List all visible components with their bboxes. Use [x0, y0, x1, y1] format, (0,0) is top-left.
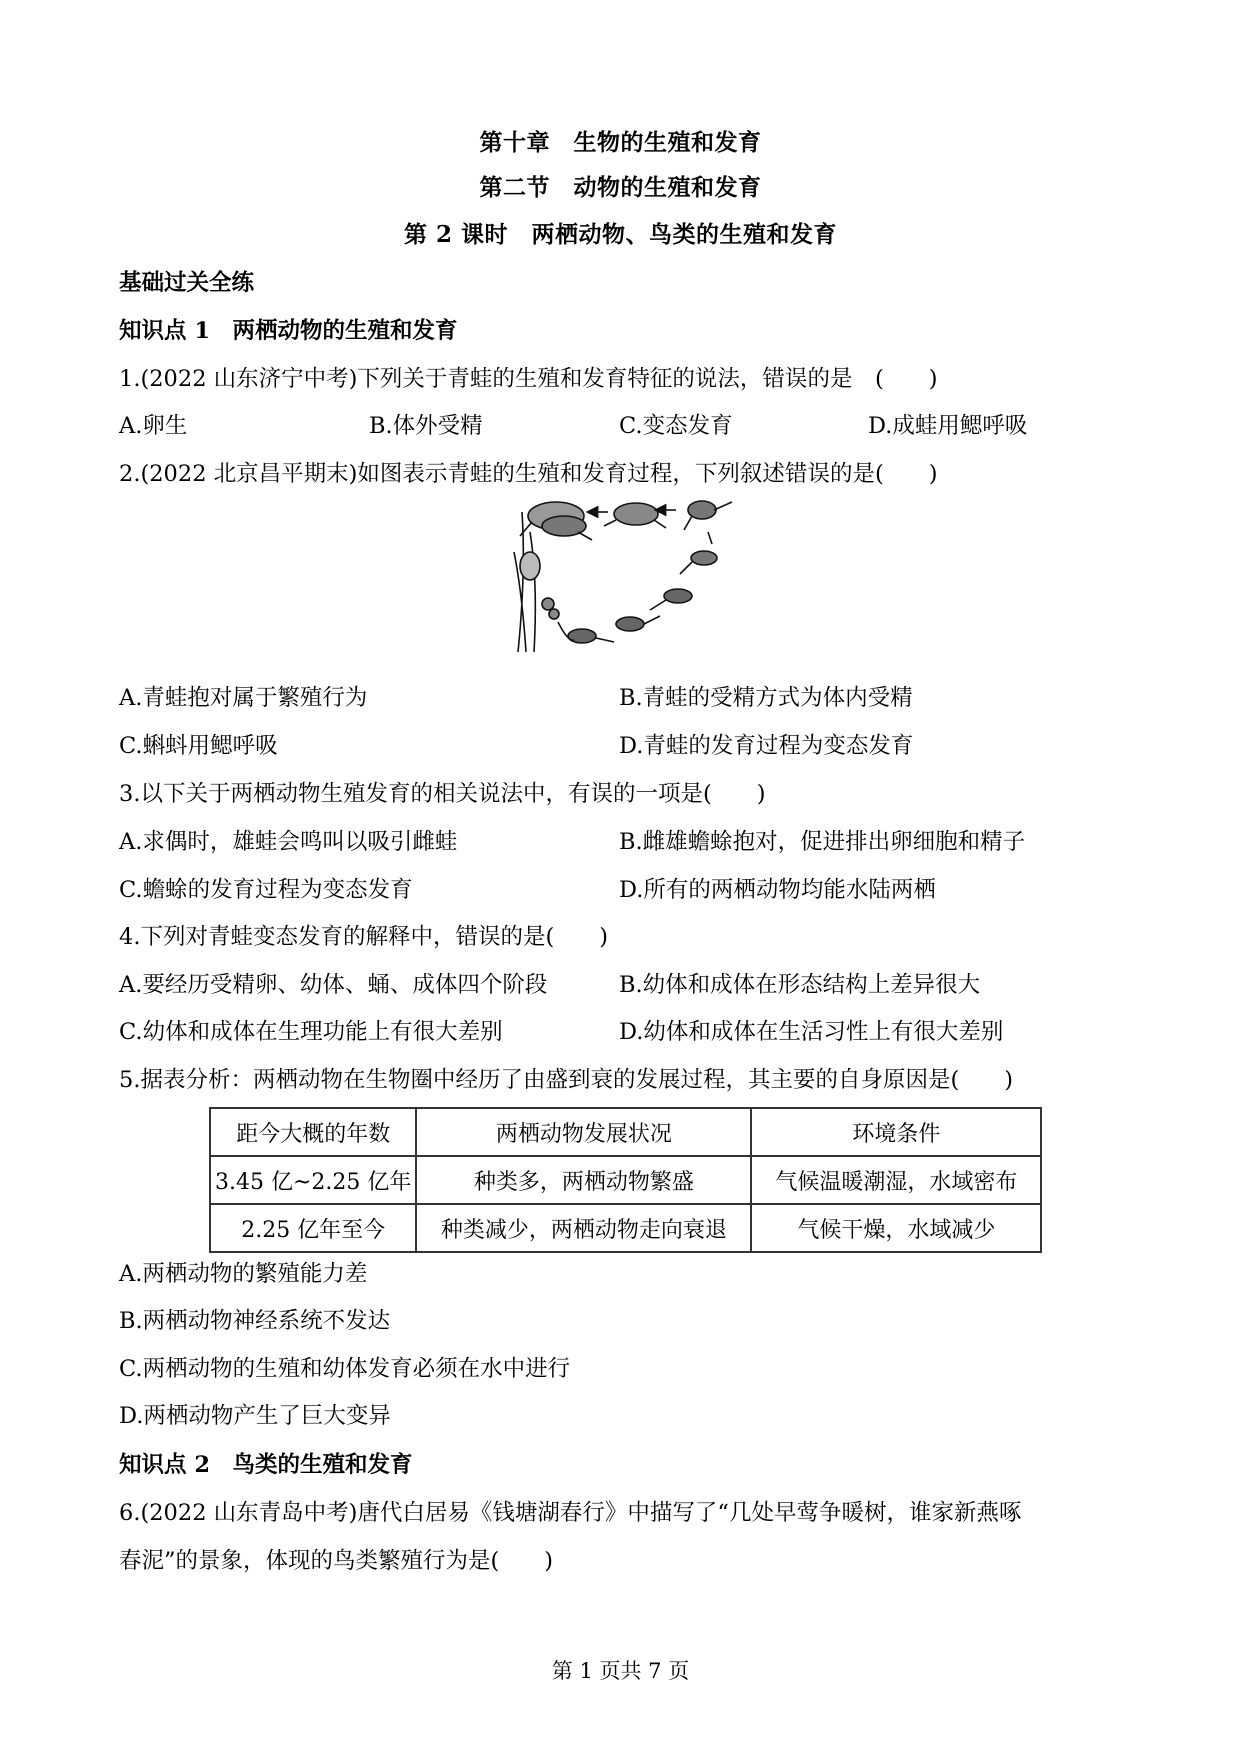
q4-option-a: A.要经历受精卵、幼体、蛹、成体四个阶段 [119, 972, 548, 998]
lesson-title: 第 2 课时 两栖动物、鸟类的生殖和发育 [403, 221, 838, 248]
q6-stem-line2: 春泥”的景象，体现的鸟类繁殖行为是( ) [119, 1548, 554, 1574]
q2-stem: 2.(2022 北京昌平期末)如图表示青蛙的生殖和发育过程，下列叙述错误的是( ) [119, 461, 938, 487]
q2-option-d: D.青蛙的发育过程为变态发育 [619, 733, 914, 759]
q1-option-d: D.成蛙用鳃呼吸 [868, 413, 1028, 439]
knowledge-point-1: 知识点 1 两栖动物的生殖和发育 [119, 318, 458, 344]
q3-stem: 3.以下关于两栖动物生殖发育的相关说法中，有误的一项是( ) [119, 781, 766, 807]
q5-option-a: A.两栖动物的繁殖能力差 [119, 1261, 368, 1287]
table-header-row [210, 1108, 1041, 1156]
amphibian-history-table [209, 1107, 1042, 1253]
q2-option-c: C.蝌蚪用鳃呼吸 [119, 733, 278, 759]
practice-heading: 基础过关全练 [119, 270, 255, 296]
adult-frog-icon [604, 503, 666, 528]
table-cell: 3.45 亿~2.25 亿年 [210, 1156, 416, 1204]
q5-option-d: D.两栖动物产生了巨大变异 [119, 1403, 391, 1429]
q4-stem: 4.下列对青蛙变态发育的解释中，错误的是( ) [119, 924, 609, 950]
q5-stem: 5.据表分析：两栖动物在生物圈中经历了由盛到衰的发展过程，其主要的自身原因是( ) [119, 1067, 1014, 1093]
tadpole-icon [568, 589, 692, 643]
q4-option-d: D.幼体和成体在生活习性上有很大差别 [619, 1019, 1004, 1045]
section-title: 第二节 动物的生殖和发育 [479, 174, 762, 201]
q4-option-c: C.幼体和成体在生理功能上有很大差别 [119, 1019, 503, 1045]
q3-option-d: D.所有的两栖动物均能水陆两栖 [619, 877, 936, 903]
q4-option-b: B.幼体和成体在形态结构上差异很大 [619, 972, 981, 998]
q2-option-b: B.青蛙的受精方式为体内受精 [619, 685, 913, 711]
q3-option-a: A.求偶时，雄蛙会鸣叫以吸引雌蛙 [119, 829, 458, 855]
q6-stem-line1: 6.(2022 山东青岛中考)唐代白居易《钱塘湖春行》中描写了“几处早莺争暖树，谁家新燕啄 [119, 1500, 1022, 1526]
table-cell: 气候温暖潮湿，水域密布 [751, 1156, 1041, 1204]
q3-option-b: B.雌雄蟾蜍抱对，促进排出卵细胞和精子 [619, 829, 1026, 855]
q1-option-a: A.卵生 [119, 413, 188, 439]
table-cell: 种类多，两栖动物繁盛 [416, 1156, 751, 1204]
q5-option-b: B.两栖动物神经系统不发达 [119, 1308, 391, 1334]
table-cell: 种类减少，两栖动物走向衰退 [416, 1204, 751, 1252]
table-header-cell: 环境条件 [751, 1108, 1041, 1156]
q1-option-b: B.体外受精 [369, 413, 483, 439]
q5-option-c: C.两栖动物的生殖和幼体发育必须在水中进行 [119, 1356, 571, 1382]
chapter-title: 第十章 生物的生殖和发育 [479, 129, 762, 156]
froglet-icon [684, 501, 732, 530]
q2-option-a: A.青蛙抱对属于繁殖行为 [119, 685, 368, 711]
knowledge-point-2: 知识点 2 鸟类的生殖和发育 [119, 1452, 413, 1478]
table-row [210, 1204, 1041, 1252]
q1-stem: 1.(2022 山东济宁中考)下列关于青蛙的生殖和发育特征的说法，错误的是 ( ) [119, 366, 938, 392]
table-header-cell: 两栖动物发展状况 [416, 1108, 751, 1156]
q3-option-c: C.蟾蜍的发育过程为变态发育 [119, 877, 413, 903]
table-cell: 2.25 亿年至今 [210, 1204, 416, 1252]
frog-life-cycle-figure [508, 492, 740, 658]
page-footer: 第 1 页共 7 页 [551, 1659, 690, 1683]
table-cell: 气候干燥，水域减少 [751, 1204, 1041, 1252]
frog-egg-mass-icon [520, 552, 540, 580]
table-row [210, 1156, 1041, 1204]
tadpole-with-legs-icon [680, 551, 717, 574]
q1-option-c: C.变态发育 [619, 413, 733, 439]
table-header-cell: 距今大概的年数 [210, 1108, 416, 1156]
